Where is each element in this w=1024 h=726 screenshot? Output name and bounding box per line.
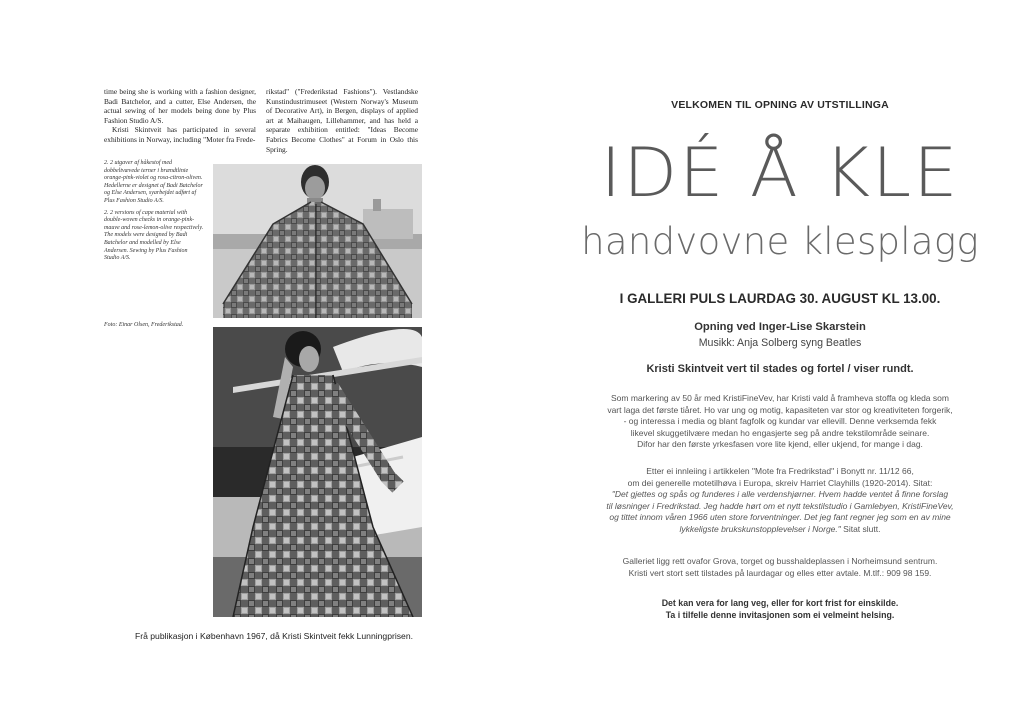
quote-line: til løsninger i Fredrikstad. Jeg hadde hørt om et nytt tekstilstudio i Gamlebyen, KristiFineVev, <box>606 500 954 511</box>
intro-paragraph <box>550 393 1010 451</box>
caption-english: 2. 2 versions of cape material with double-woven checks in orange-pink-mauve and rose-lemon-olive respectively. The models were designed by Badi Batchelor and modelled by Else Andersen. Sewing by Plus Fashion Studio A/S. <box>104 209 204 262</box>
article-paragraph: time being she is working with a fashion designer, Badi Batchelor, and a cutter, Else Andersen, the actual sewing of her models being done by Plus Fashion Studio A/S. <box>104 87 256 125</box>
welcome-heading: VELKOMEN TIL OPNING AV UTSTILLINGA <box>671 99 889 111</box>
exhibition-title: IDÉ Å KLE <box>600 134 960 213</box>
photo-captions <box>104 160 204 267</box>
closing-greeting <box>540 597 1020 621</box>
gallery-date-line: I GALLERI PULS LAURDAG 30. AUGUST KL 13.00. <box>619 291 941 306</box>
music-line: Musikk: Anja Solberg syng Beatles <box>698 337 862 349</box>
quote-line: og tittet innom våren 1966 uten store forventninger. Det jeg fant regner jeg som en av mine <box>609 512 951 523</box>
intro-line: vart laga det første tiåret. Ho var ung og motig, kapasiteten var stor og kreativiteten forgerik, <box>607 404 953 415</box>
article-column-1 <box>104 87 256 145</box>
article-paragraph: rikstad" ("Frederikstad Fashions"). Vestlandske Kunstindustrimuseet (Western Norway's Museum of Decorative Art), in Bergen, displays of applied art at Maihaugen, Lillehammer, and has held a separate exhibition entitled: "Ideas Become Fabrics Become Clothes" at Forum in Oslo this Spring. <box>266 87 418 154</box>
publication-caption: Frå publikasjon i København 1967, då Kristi Skintveit fekk Lunningprisen. <box>134 631 414 641</box>
intro-line: likevel skuggetilvære medan ho engasjerte seg på andre tekstilområde seinare. <box>630 427 930 438</box>
intro-line: - og interessa i media og blant fagfolk og kundar var ellevill. Denne verksemda fekk <box>623 416 937 427</box>
photo-coat <box>213 327 422 617</box>
quote-line: "Det gjettes og spås og funderes i alle verdenshjørner. Hvem hadde ventet å finne forslag <box>611 489 949 500</box>
quote-intro-line: om dei generelle motetilhøva i Europa, skreiv Harriet Clayhills (1920-2014). Sitat: <box>627 477 933 488</box>
quote-intro-line: Etter ei innleiing i artikkelen "Mote fra Fredrikstad" i Bonytt nr. 11/12 66, <box>646 466 914 476</box>
opening-by: Opning ved Inger-Lise Skarstein <box>694 321 866 333</box>
photo-coat-image <box>213 327 422 617</box>
exhibition-subtitle: handvovne klesplagg <box>581 220 979 263</box>
photo-cape <box>213 164 422 318</box>
closing-line: Ta i tilfelle denne invitasjonen som ei velmeint helsing. <box>665 610 895 621</box>
location-paragraph <box>550 556 1010 579</box>
quote-line: lykkeligste brukskunstopplevelser i Norge." <box>679 523 841 534</box>
quote-end: Sitat slutt. <box>840 523 881 534</box>
photo-credit: Foto: Einar Olsen, Frederikstad. <box>104 322 184 328</box>
article-paragraph: Kristi Skintveit has participated in several exhibitions in Norway, including "Moter fra Frede- <box>104 125 256 144</box>
intro-line: Som markering av 50 år med KristiFineVev, har Kristi vald å framheva stoffa og kleda som <box>611 393 949 403</box>
quote-paragraph <box>550 466 1010 536</box>
location-line: Galleriet ligg rett ovafor Grova, torget og busshaldeplassen i Norheimsund sentrum. <box>622 556 938 566</box>
intro-line: Difor har den første yrkesfasen vore lite kjend, eller ukjend, for mange i dag. <box>637 439 923 450</box>
closing-line: Det kan vera for lang veg, eller for kort frist for einskilde. <box>661 598 899 608</box>
location-line: Kristi vert stort sett tilstades på laurdagar og elles etter avtale. M.tlf.: 909 98 159. <box>628 567 932 578</box>
article-column-2 <box>266 87 418 154</box>
caption-danish: 2. 2 utgaver af håkestof med dobbeltvævede terner i brændtlinie orange-pink-violet og rosa-citron-oliven. Hedellerne er designet af Badi Batchelor og Else Andersen, syarbejdet udført af Plus Fashion Studio A/S. <box>104 160 203 204</box>
invitation-flyer <box>540 0 1020 726</box>
photo-cape-image <box>213 164 422 318</box>
artist-present-line: Kristi Skintveit vert til stades og fortel / viser rundt. <box>646 363 914 375</box>
